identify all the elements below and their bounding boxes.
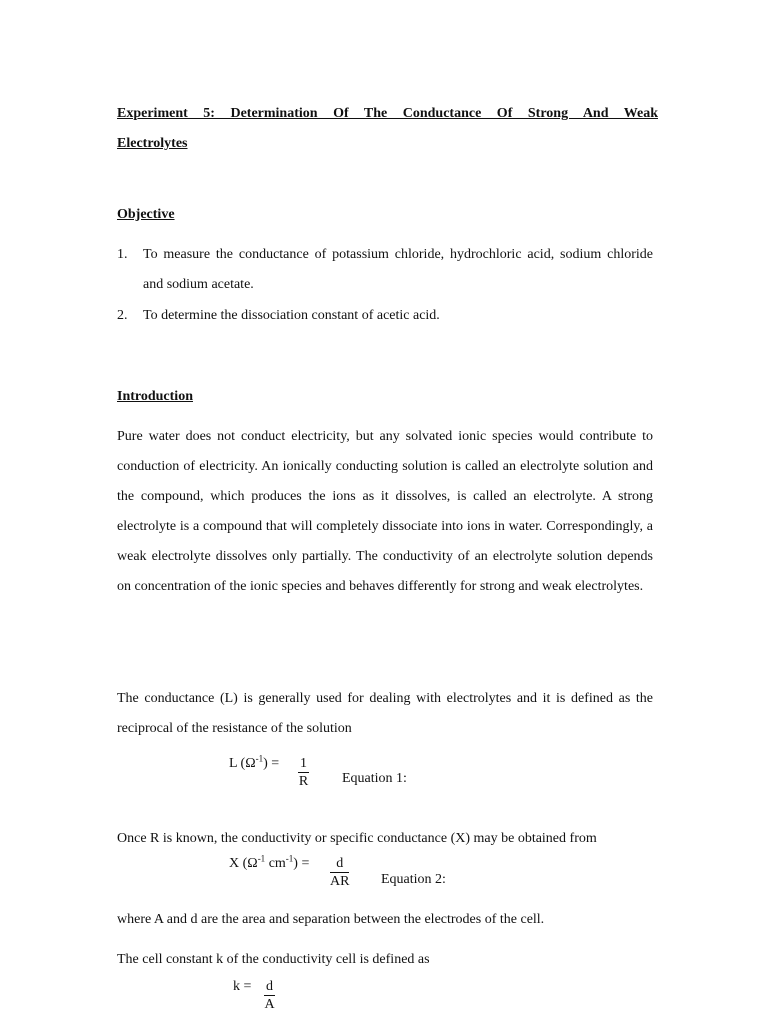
objective-heading: Objective bbox=[117, 207, 175, 222]
equation-1-denominator: R bbox=[298, 774, 309, 789]
introduction-heading: Introduction bbox=[117, 389, 193, 404]
equation-3-fraction bbox=[264, 979, 275, 1014]
equation-3-denominator: A bbox=[264, 997, 275, 1012]
equation-1-lhs-sup: -1 bbox=[255, 753, 264, 764]
equation-2-numerator: d bbox=[330, 856, 349, 873]
equation-1-lhs-suffix: ) = bbox=[263, 756, 280, 771]
equation-2-lhs-sup-2: -1 bbox=[285, 853, 294, 864]
objective-item-2-number: 2. bbox=[117, 308, 128, 323]
equation-2-lhs-sup-1: -1 bbox=[257, 853, 266, 864]
equation-1-label: Equation 1: bbox=[342, 771, 407, 786]
equation-1-lhs bbox=[229, 753, 280, 772]
equation-3-lhs: k = bbox=[233, 979, 252, 994]
equation-2-lhs-prefix: X (Ω bbox=[229, 856, 258, 871]
paragraph-5: The cell constant k of the conductivity cell is defined as bbox=[117, 952, 430, 967]
equation-2-label: Equation 2: bbox=[381, 872, 446, 887]
equation-2-lhs-suffix: ) = bbox=[293, 856, 310, 871]
paragraph-4: where A and d are the area and separation between the electrodes of the cell. bbox=[117, 912, 545, 927]
objective-item-2-text: To determine the dissociation constant of acetic acid. bbox=[143, 308, 440, 323]
equation-2-lhs bbox=[229, 853, 310, 872]
objective-item-1-number: 1. bbox=[117, 247, 128, 262]
document-title-line-1: Experiment 5: Determination Of The Conductance Of Strong And Weak bbox=[117, 106, 658, 121]
equation-2-lhs-mid: cm bbox=[265, 856, 286, 871]
equation-3-numerator: d bbox=[266, 979, 273, 994]
equation-1-fraction bbox=[298, 756, 309, 791]
document-title-line-2: Electrolytes bbox=[117, 136, 188, 151]
equation-2-denominator: AR bbox=[330, 874, 350, 889]
equation-2-fraction bbox=[330, 856, 349, 891]
objective-item-1-text: To measure the conductance of potassium chloride, hydrochloric acid, sodium chloride and sodium acetate. bbox=[143, 247, 653, 292]
equation-1-lhs-prefix: L (Ω bbox=[229, 756, 256, 771]
equation-1-numerator: 1 bbox=[300, 756, 307, 771]
introduction-paragraph-2: The conductance (L) is generally used for dealing with electrolytes and it is defined as the reciprocal of the resistance of the solution bbox=[117, 691, 653, 736]
paragraph-3: Once R is known, the conductivity or specific conductance (X) may be obtained from bbox=[117, 831, 597, 846]
introduction-paragraph-1: Pure water does not conduct electricity, but any solvated ionic species would contribute to conduction of electricity. An ionically conducting solution is called an electrolyte solution and the compound, which produces the ions as it dissolves, is called an electrolyte. A strong electrolyte is a compound that will completely dissociate into ions in water. Correspondingly, a weak electrolyte dissolves only partially. The conductivity of an electrolyte solution depends on concentration of the ionic species and behaves differently for strong and weak electrolytes. bbox=[117, 429, 653, 594]
